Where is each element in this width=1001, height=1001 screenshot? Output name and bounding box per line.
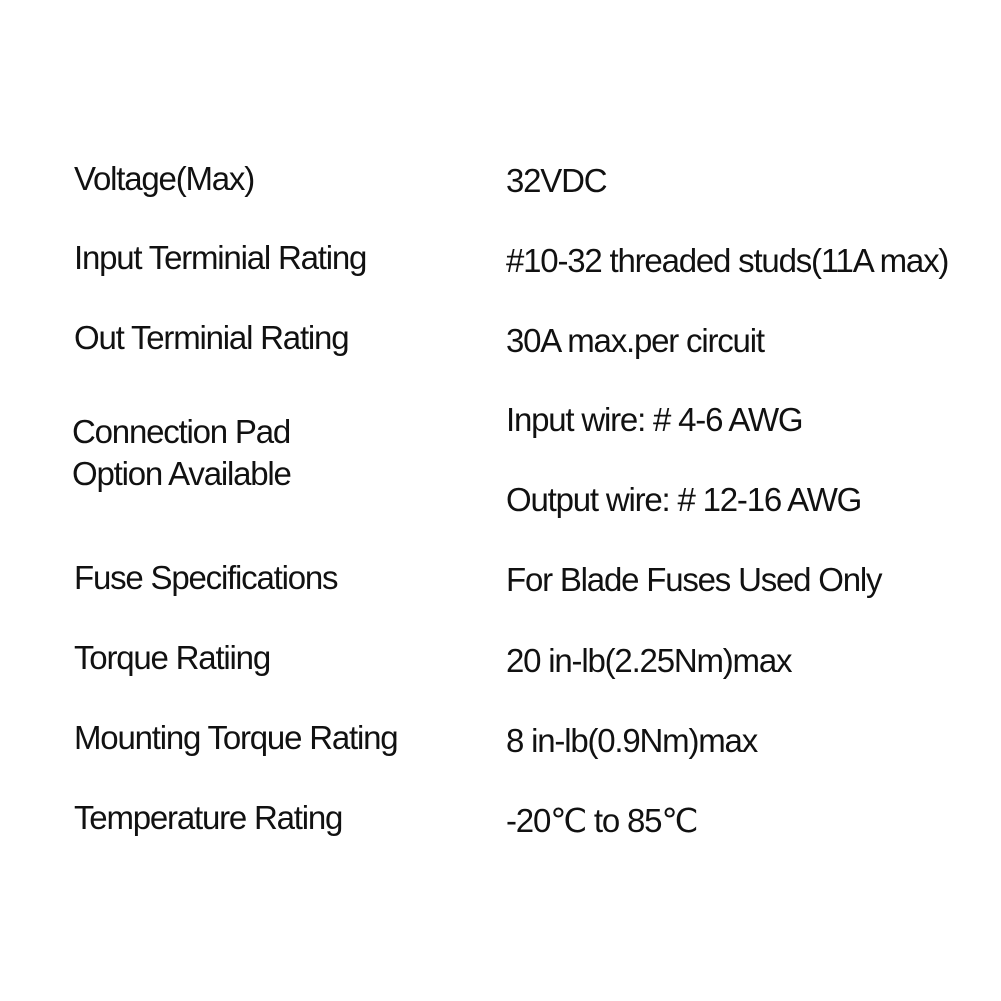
spec-label-voltage: Voltage(Max) [74, 160, 255, 197]
spec-value-fuse: For Blade Fuses Used Only [506, 561, 882, 598]
spec-label-out-terminal: Out Terminial Rating [74, 319, 349, 356]
spec-label-connection-pad-line-2: Option Available [72, 455, 291, 492]
spec-label-temperature: Temperature Rating [74, 799, 343, 836]
spec-label-torque: Torque Ratiing [74, 639, 270, 676]
spec-value-input-terminal: #10-32 threaded studs(11A max) [506, 242, 949, 279]
spec-label-connection-pad-line-1: Connection Pad [72, 413, 291, 450]
spec-label-mounting-torque: Mounting Torque Rating [74, 719, 398, 756]
spec-value-input-wire: Input wire: # 4-6 AWG [506, 401, 803, 438]
spec-value-temperature: -20℃ to 85℃ [506, 802, 698, 839]
spec-label-connection-pad [72, 411, 291, 495]
spec-label-input-terminal: Input Terminial Rating [74, 239, 367, 276]
spec-value-voltage: 32VDC [506, 162, 607, 199]
spec-label-fuse: Fuse Specifications [74, 559, 338, 596]
spec-value-output-wire: Output wire: # 12-16 AWG [506, 481, 862, 518]
spec-value-mounting-torque: 8 in-lb(0.9Nm)max [506, 722, 757, 759]
spec-value-torque: 20 in-lb(2.25Nm)max [506, 642, 792, 679]
spec-value-out-terminal: 30A max.per circuit [506, 322, 764, 359]
